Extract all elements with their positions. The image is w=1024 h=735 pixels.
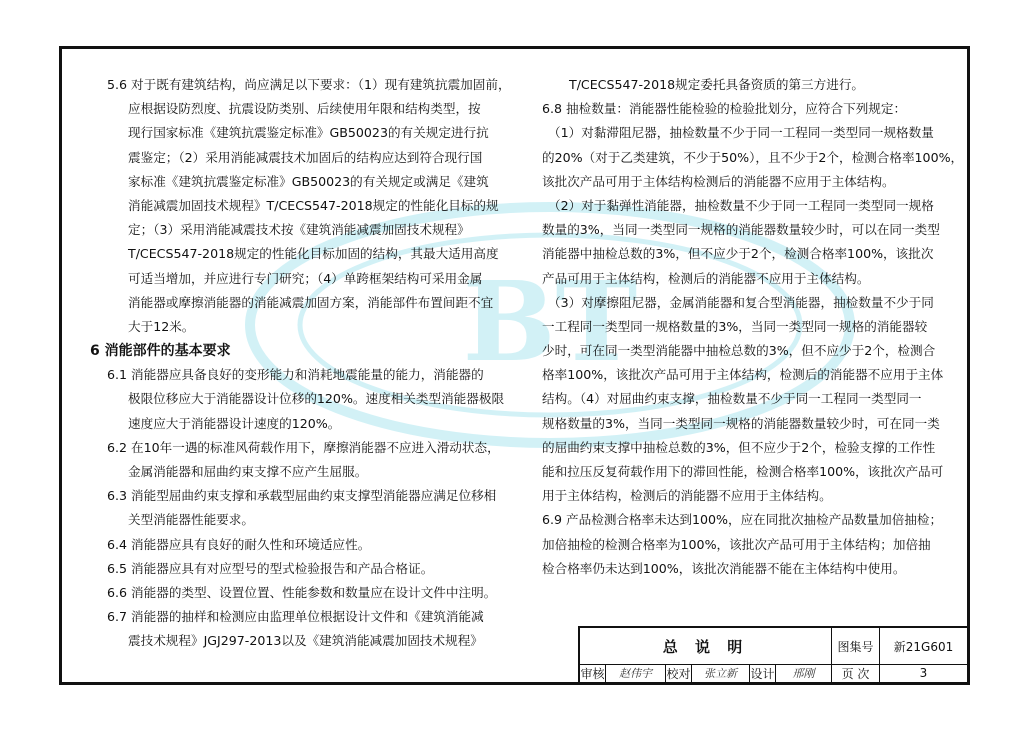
text-line: 应根据设防烈度、抗震设防类别、后续使用年限和结构类型，按: [128, 101, 481, 117]
text-line: 家标准《建筑抗震鉴定标准》GB50023的有关规定或满足《建筑: [128, 173, 489, 189]
text-line: 关型消能器性能要求。: [128, 512, 254, 528]
text-line: 加倍抽检的检测合格率为100%，该批次产品可用于主体结构；加倍抽: [542, 536, 931, 552]
text-line: 6.3 消能型屈曲约束支撑和承载型屈曲约束支撑型消能器应满足位移相: [107, 488, 497, 504]
text-line: 6.8 抽检数量：消能器性能检验的检验批划分，应符合下列规定：: [542, 101, 907, 117]
text-line: 极限位移应大于消能器设计位移的120%。速度相关类型消能器极限: [128, 391, 505, 407]
text-line: T/CECS547-2018规定委托具备资质的第三方进行。: [569, 77, 865, 92]
text-line: 5.6 对于既有建筑结构，尚应满足以下要求：（1）现有建筑抗震加固前，: [107, 77, 511, 92]
text-line: 结构。（4）对屈曲约束支撑，抽检数量不少于同一工程同一类型同一: [542, 391, 922, 407]
left-text-column: [90, 73, 544, 654]
text-line: 数量的3%，当同一类型同一规格的消能器数量较少时，可以在同一类型: [542, 222, 940, 238]
text-line: 震鉴定；（2）采用消能减震技术加固后的结构应达到符合现行国: [128, 149, 483, 165]
text-line: 能和拉压反复荷载作用下的滞回性能，检测合格率100%，该批次产品可: [542, 464, 944, 479]
text-line: 6.6 消能器的类型、设置位置、性能参数和数量应在设计文件中注明。: [107, 584, 497, 600]
text-line: 的屈曲约束支撑中抽检总数的3%，但不应少于2个，检验支撑的工作性: [542, 439, 936, 455]
text-line: （2）对于黏弹性消能器，抽检数量不少于同一工程同一类型同一规格: [548, 197, 934, 213]
text-line: 的20%（对于乙类建筑，不少于50%），且不少于2个，检测合格率100%，: [542, 149, 964, 165]
review-label: 审核: [580, 664, 606, 682]
atlas-number: 新21G601: [893, 639, 954, 654]
text-line: 一工程同一类型同一规格数量的3%，当同一类型同一规格的消能器较: [542, 318, 928, 334]
text-line: 可适当增加，并应进行专门研究；（4）单跨框架结构可采用金属: [128, 270, 483, 286]
design-label: 设计: [750, 664, 776, 682]
check-label: 校对: [666, 664, 692, 682]
text-line: （3）对摩擦阻尼器，金属消能器和复合型消能器，抽检数量不少于同: [548, 294, 934, 310]
text-line: 震技术规程》JGJ297-2013以及《建筑消能减震加固技术规程》: [128, 633, 483, 649]
atlas-number-label: 图集号: [832, 628, 880, 664]
text-line: 用于主体结构，检测后的消能器不应用于主体结构。: [542, 488, 832, 504]
designer-signature: 邢刚: [776, 664, 832, 682]
text-line: 消能器中抽检总数的3%，但不应少于2个，检测合格率100%，该批次: [542, 246, 934, 262]
page-number: 3: [919, 666, 928, 680]
title-block: [578, 626, 967, 682]
text-line: 6.9 产品检测合格率未达到100%，应在同批次抽检产品数量加倍抽检；: [542, 512, 943, 528]
text-line: 消能减震加固技术规程》T/CECS547-2018规定的性能化目标的规: [128, 197, 499, 213]
text-line: （1）对黏滞阻尼器，抽检数量不少于同一工程同一类型同一规格数量: [548, 125, 934, 141]
right-text-column: [542, 73, 967, 581]
sheet-title: 总 说 明: [580, 628, 832, 664]
text-line: 现行国家标准《建筑抗震鉴定标准》GB50023的有关规定进行抗: [128, 125, 489, 141]
text-line: 定；（3）采用消能减震技术按《建筑消能减震加固技术规程》: [128, 222, 470, 238]
text-line: 金属消能器和屈曲约束支撑不应产生屈服。: [128, 464, 368, 479]
text-line: 该批次产品可用于主体结构检测后的消能器不应用于主体结构。: [542, 173, 895, 189]
text-line: 6.7 消能器的抽样和检测应由监理单位根据设计文件和《建筑消能减: [107, 609, 484, 625]
text-line: 产品可用于主体结构，检测后的消能器不应用于主体结构。: [542, 270, 870, 286]
text-line: T/CECS547-2018规定的性能化目标加固的结构，其最大适用高度: [128, 246, 499, 262]
text-line: 格率100%，该批次产品可用于主体结构，检测后的消能器不应用于主体: [542, 367, 944, 383]
text-line: 消能器或摩擦消能器的消能减震加固方案，消能部件布置间距不宜: [128, 294, 494, 310]
svg-text:BT: BT: [462, 257, 638, 386]
text-line: 6.2 在10年一遇的标准风荷载作用下，摩擦消能器不应进入滑动状态，: [107, 439, 500, 455]
checker-signature: 张立新: [692, 664, 750, 682]
text-line: 6.4 消能器应具有良好的耐久性和环境适应性。: [107, 536, 371, 552]
text-line: 检合格率仍未达到100%，该批次消能器不能在主体结构中使用。: [542, 560, 906, 576]
page-label: 页 次: [832, 664, 880, 682]
text-line: 少时，可在同一类型消能器中抽检总数的3%，但不应少于2个，检测合: [542, 343, 936, 359]
section-heading: 6 消能部件的基本要求: [90, 343, 231, 360]
text-line: 6.1 消能器应具备良好的变形能力和消耗地震能量的能力，消能器的: [107, 367, 484, 383]
text-line: 规格数量的3%，当同一类型同一规格的消能器数量较少时，可在同一类: [542, 415, 940, 431]
text-line: 大于12米。: [128, 318, 195, 334]
reviewer-signature: 赵伟宇: [606, 664, 666, 682]
text-line: 速度应大于消能器设计速度的120%。: [128, 415, 341, 431]
text-line: 6.5 消能器应具有对应型号的型式检验报告和产品合格证。: [107, 560, 434, 576]
